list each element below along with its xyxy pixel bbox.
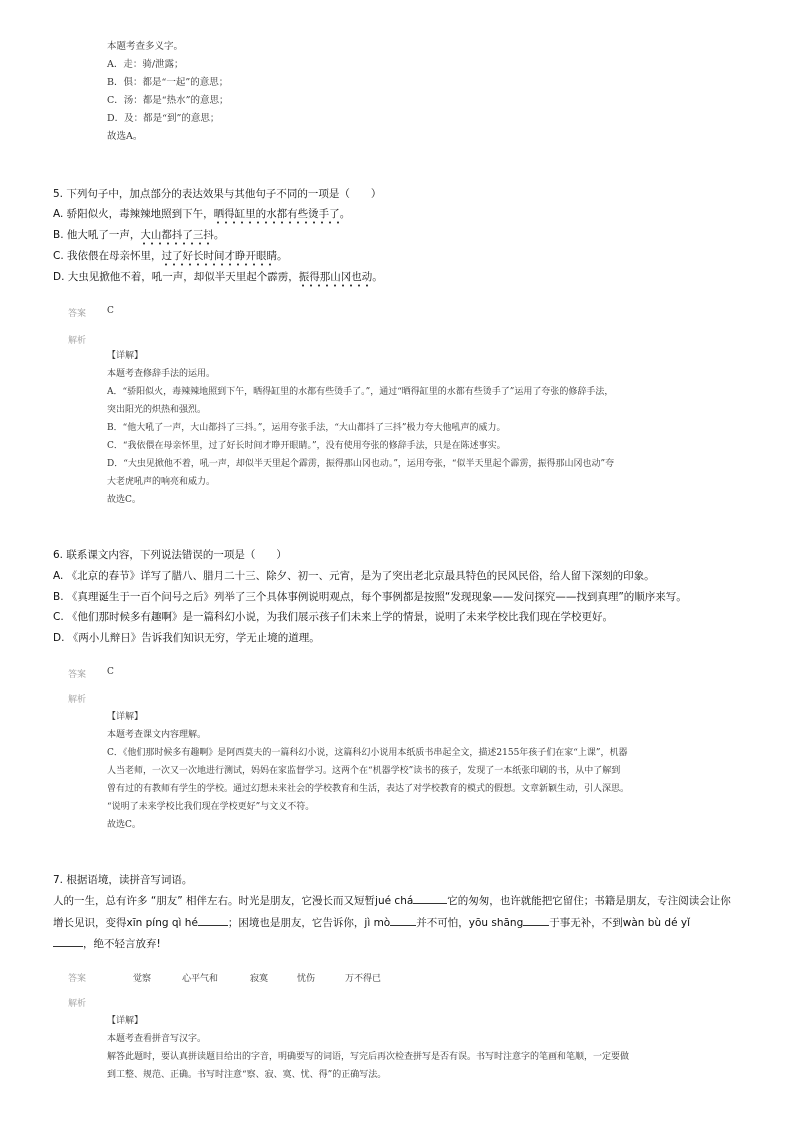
- option-text: D. 大虫见掀他不着，吼一声，却似半天里起个霹雳，: [53, 271, 299, 283]
- detail-line: 到工整、规范、正确。书写时注意“察、寂、寞、忧、得”的正确写法。: [107, 1070, 387, 1080]
- explanation-line: C．汤：都是“热水”的意思；: [107, 95, 229, 106]
- detail-line: 故选C。: [107, 495, 141, 505]
- option-text: 。: [213, 229, 225, 241]
- detail-line: 本题考查课文内容理解。: [107, 730, 207, 740]
- answer-value: 寂寞: [250, 974, 269, 984]
- question-option: C. 《他们那时候多有趣啊》是一篇科幻小说，为我们展示孩子们未来上学的情景，说明了未来学校比我们现在学校更好。: [53, 611, 614, 623]
- explanation-line: A．走：骑/泄露；: [107, 59, 184, 70]
- question-stem: 6. 联系课文内容，下列说法错误的一项是（ ）: [53, 549, 287, 561]
- question-option: A. 《北京的春节》详写了腊八、腊月二十三、除夕、初一、元宵，是为了突出老北京最具特色的民风民俗，给人留下深刻的印象。: [53, 570, 655, 582]
- option-text: C. 我依偎在母亲怀里，: [53, 250, 162, 262]
- detail-line: “说明了未来学校比我们现在学校更好”与文义不符。: [107, 802, 315, 812]
- fill-blank[interactable]: [523, 925, 549, 926]
- dotted-phrase: 过了好长时间才睁开眼睛: [162, 250, 278, 267]
- dotted-phrase: 大山都抖了三抖: [140, 229, 214, 246]
- detail-line: 解答此题时，要认真拼读题目给出的字音，明确要写的词语，写完后再次检查拼写是否有误。书写时注意字的笔画和笔顺，一定要做: [107, 1052, 630, 1062]
- option-text: B. 他大吼了一声，: [53, 229, 141, 241]
- explanation-line: 故选A。: [107, 131, 143, 142]
- answer-value: 忧伤: [297, 974, 316, 984]
- detail-title: 【详解】: [107, 1016, 144, 1026]
- detail-line: 本题考查看拼音写汉字。: [107, 1034, 207, 1044]
- text-segment: ；困境也是朋友，它告诉你，jì mò: [227, 917, 391, 929]
- analysis-label: 解析: [68, 695, 87, 705]
- detail-line: A．“骄阳似火，毒辣辣地照到下午，晒得缸里的水都有些烫手了。”，通过“晒得缸里的水都有些烫手了”运用了夸张的修辞手法，: [107, 387, 614, 397]
- question-text-line: [53, 934, 161, 955]
- detail-line: 故选C。: [107, 820, 141, 830]
- text-segment: ，绝不轻言放弃!: [83, 938, 161, 950]
- question-option: D. 《两小儿辩日》告诉我们知识无穷，学无止境的道理。: [53, 632, 320, 644]
- answer-value: 觉察: [133, 974, 152, 984]
- detail-line: C．《他们那时候多有趣啊》是阿西莫夫的一篇科幻小说，这篇科幻小说用本纸质书串起全文，描述2155年孩子们在家“上课”，机器: [107, 748, 628, 758]
- option-text: 。: [339, 208, 351, 220]
- answer-value: C: [107, 667, 114, 677]
- dotted-phrase: 晒得缸里的水都有些烫手了: [214, 208, 340, 225]
- answer-value: 万不得已: [345, 974, 382, 984]
- analysis-label: 解析: [68, 336, 87, 346]
- question-stem: 7. 根据语境，读拼音写词语。: [53, 874, 193, 886]
- detail-line: 人当老师，一次又一次地进行测试，妈妈在家监督学习。这两个在“机器学校”读书的孩子，发现了一本纸张印刷的书，从中了解到: [107, 766, 621, 776]
- option-text: 。: [372, 271, 383, 283]
- answer-label: 答案: [68, 974, 87, 984]
- detail-line: B．“他大吼了一声，大山都抖了三抖。”，运用夸张手法，“大山都抖了三抖”极力夸大他吼声的威力。: [107, 423, 506, 433]
- fill-blank[interactable]: [413, 903, 447, 904]
- question-text-line: [53, 891, 731, 912]
- fill-blank[interactable]: [390, 925, 416, 926]
- text-segment: 并不可怕，yōu shāng: [416, 917, 524, 929]
- explanation-line: B．俱：都是“一起”的意思；: [107, 77, 229, 88]
- text-segment: 它的匆匆，也许就能把它留住；书籍是朋友，专注阅读会让你: [447, 895, 731, 907]
- text-segment: 增长见识，变得xīn píng qì hé: [53, 917, 198, 929]
- question-option: [53, 204, 350, 225]
- detail-line: D．“大虫见掀他不着，吼一声，却似半天里起个霹雳，振得那山冈也动。”，运用夸张，“似半天里起个霹雳，振得那山冈也动”夸: [107, 459, 615, 469]
- detail-title: 【详解】: [107, 351, 144, 361]
- detail-line: 大老虎吼声的响亮和威力。: [107, 477, 216, 487]
- answer-label: 答案: [68, 309, 87, 319]
- detail-line: C．“我依偎在母亲怀里，过了好长时间才睁开眼睛。”，没有使用夸张的修辞手法，只是在陈述事实。: [107, 441, 506, 451]
- question-stem: 5. 下列句子中，加点部分的表达效果与其他句子不同的一项是（ ）: [53, 188, 382, 200]
- question-option: [53, 267, 383, 288]
- answer-value: C: [107, 306, 114, 316]
- detail-line: 突出阳光的炽热和强烈。: [107, 405, 207, 415]
- analysis-label: 解析: [68, 999, 87, 1009]
- explanation-line: D．及：都是“到”的意思；: [107, 113, 220, 124]
- detail-title: 【详解】: [107, 712, 144, 722]
- dotted-phrase: 振得那山冈也动: [299, 271, 373, 288]
- explanation-line: 本题考查多义字。: [107, 41, 184, 52]
- question-option: [53, 246, 288, 267]
- fill-blank[interactable]: [53, 946, 83, 947]
- fill-blank[interactable]: [198, 925, 228, 926]
- answer-value: 心平气和: [182, 974, 219, 984]
- detail-line: 曾有过的有教师有学生的学校。通过幻想未来社会的学校教育和生活，表达了对学校教育的模式的假想。文章新颖生动，引人深思。: [107, 784, 630, 794]
- question-text-line: [53, 913, 690, 934]
- text-segment: 人的一生，总有许多 “朋友” 相伴左右。时光是朋友，它漫长而又短暂jué chá: [53, 895, 414, 907]
- text-segment: 于事无补，不到wàn bù dé yǐ: [549, 917, 691, 929]
- detail-line: 本题考查修辞手法的运用。: [107, 369, 216, 379]
- question-option: [53, 225, 224, 246]
- option-text: 。: [277, 250, 288, 262]
- answer-label: 答案: [68, 670, 87, 680]
- question-option: B. 《真理诞生于一百个问号之后》列举了三个具体事例说明观点，每个事例都是按照“发现现象——发问探究——找到真理”的顺序来写。: [53, 591, 687, 603]
- option-text: A. 骄阳似火，毒辣辣地照到下午，: [53, 208, 214, 220]
